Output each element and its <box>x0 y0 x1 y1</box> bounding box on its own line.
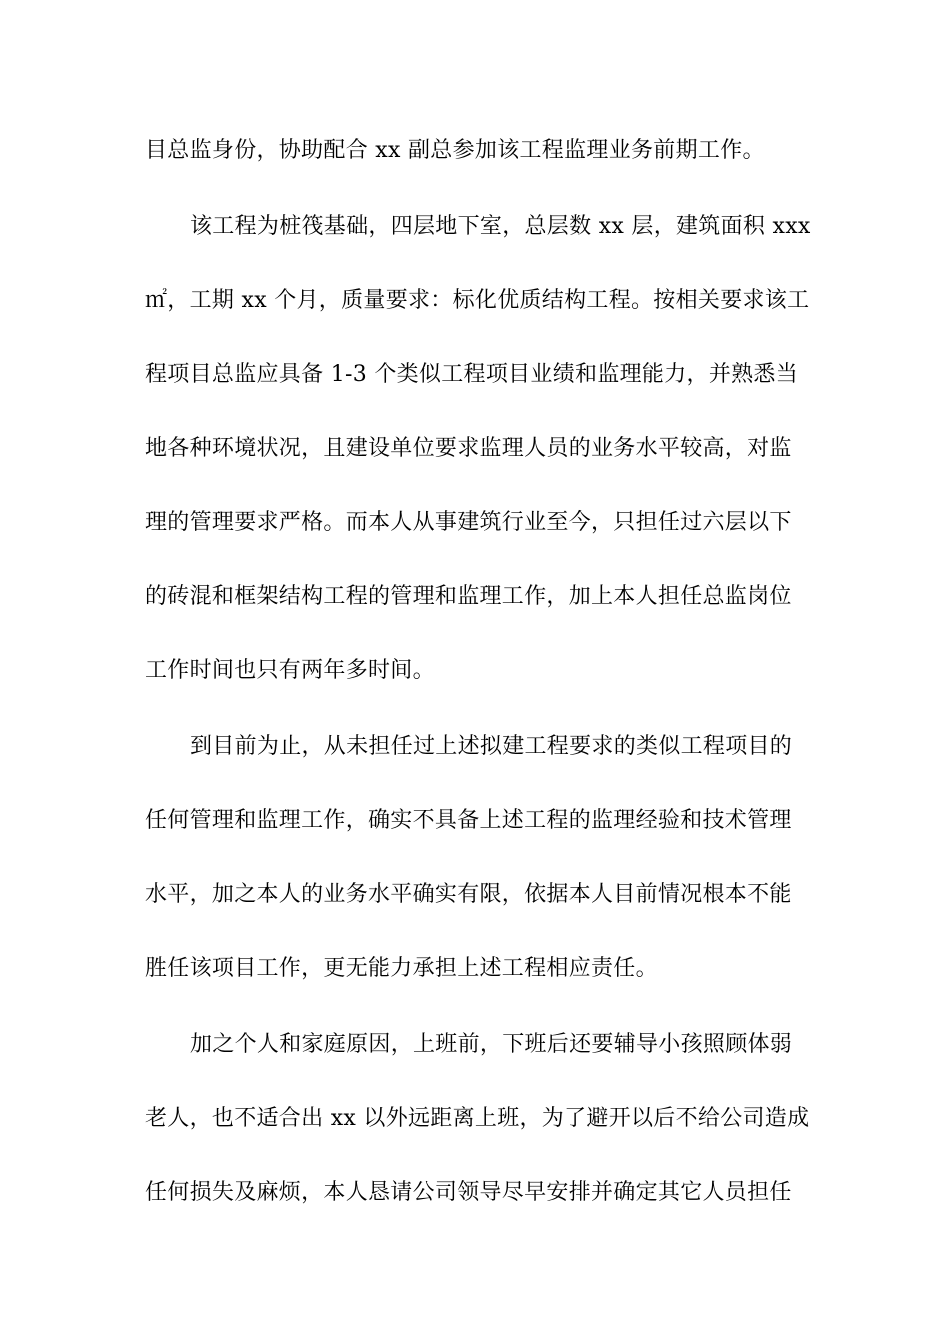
text-line: 理的管理要求严格。而本人从事建筑行业至今，只担任过六层以下 <box>145 510 792 535</box>
text-line: 胜任该项目工作，更无能力承担上述工程相应责任。 <box>145 956 658 981</box>
text-line: 水平，加之本人的业务水平确实有限，依据本人目前情况根本不能 <box>145 882 792 907</box>
text-line: 工作时间也只有两年多时间。 <box>145 658 435 683</box>
paragraph-start-line: 该工程为桩筏基础，四层地下室，总层数 xx 层，建筑面积 xxx <box>190 214 811 239</box>
text-line: 的砖混和框架结构工程的管理和监理工作，加上本人担任总监岗位 <box>145 584 792 609</box>
text-line: 任何管理和监理工作，确实不具备上述工程的监理经验和技术管理 <box>145 808 792 833</box>
text-line: 任何损失及麻烦，本人恳请公司领导尽早安排并确定其它人员担任 <box>145 1180 792 1205</box>
paragraph-start-line: 到目前为止，从未担任过上述拟建工程要求的类似工程项目的 <box>190 734 793 759</box>
text-line: 地各种环境状况，且建设单位要求监理人员的业务水平较高，对监 <box>145 436 792 461</box>
paragraph-start-line: 加之个人和家庭原因，上班前，下班后还要辅导小孩照顾体弱 <box>190 1032 793 1057</box>
text-line: 目总监身份，协助配合 xx 副总参加该工程监理业务前期工作。 <box>145 138 765 163</box>
text-line: 程项目总监应具备 1-3 个类似工程项目业绩和监理能力，并熟悉当 <box>145 362 799 387</box>
text-line: 老人，也不适合出 xx 以外远距离上班，为了避开以后不给公司造成 <box>145 1106 810 1131</box>
text-line: ㎡，工期 xx 个月，质量要求：标化优质结构工程。按相关要求该工 <box>145 288 810 313</box>
